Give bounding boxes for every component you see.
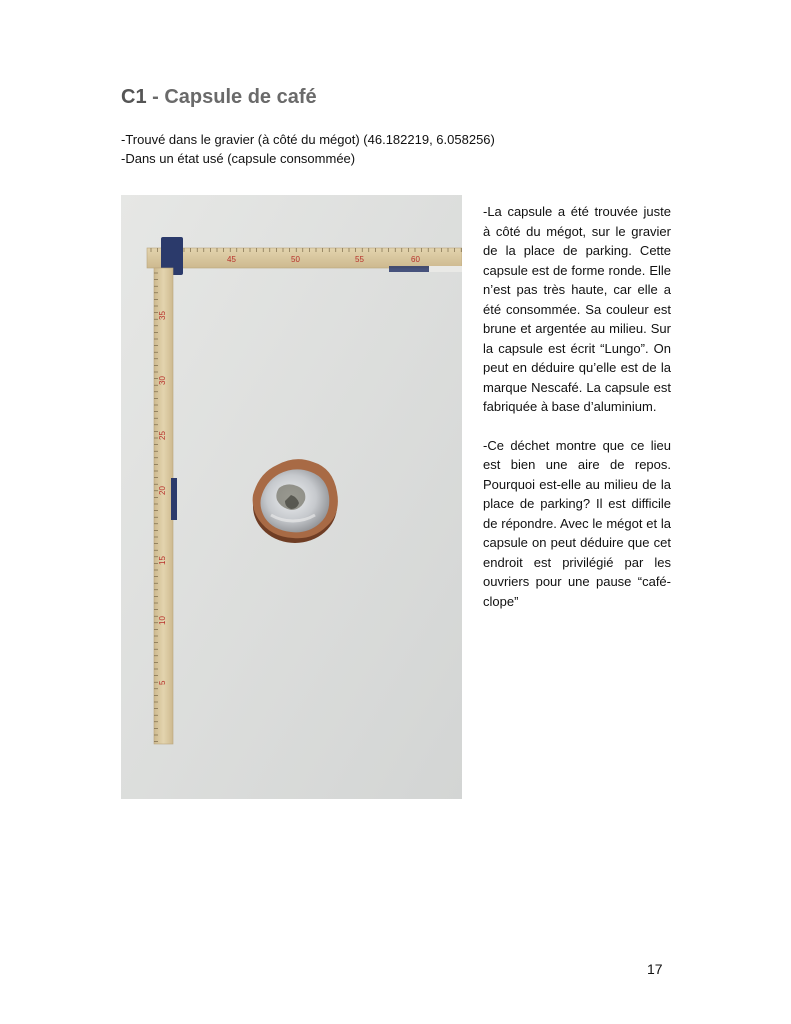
title-separator: - xyxy=(146,86,165,108)
ruler-number: 35 xyxy=(158,311,167,320)
ruler-number: 55 xyxy=(355,255,364,264)
photo-illustration xyxy=(121,195,462,799)
ruler-number: 15 xyxy=(158,556,167,565)
intro-state-line: -Dans un état usé (capsule consommée) xyxy=(121,151,356,166)
ruler-number: 20 xyxy=(158,486,167,495)
ruler-number: 10 xyxy=(158,616,167,625)
page-number: 17 xyxy=(647,961,663,977)
ruler-number: 5 xyxy=(158,680,167,685)
section-name: Capsule de café xyxy=(164,86,317,108)
ruler-number: 30 xyxy=(158,376,167,385)
page-title xyxy=(121,86,317,109)
ruler-hinge-middle xyxy=(171,478,177,520)
ruler-number: 25 xyxy=(158,431,167,440)
capsule-description xyxy=(483,202,671,630)
ruler-number: 45 xyxy=(227,255,236,264)
description-paragraph-2: -Ce déchet montre que ce lieu est bien une aire de repos. Pourquoi est-elle au milieu de la place de parking? Il est difficile de répondre. Avec le mégot et la capsule on peut déduire que cet endroit est privilégié par les ouvriers pour une pause “café-clope” xyxy=(483,437,671,609)
intro-notes xyxy=(121,130,495,168)
ruler-number: 50 xyxy=(291,255,300,264)
ruler-number: 60 xyxy=(411,255,420,264)
section-code: C1 xyxy=(121,86,147,108)
capsule-photo xyxy=(121,195,462,799)
description-paragraph-1: -La capsule a été trouvée juste à côté du mégot, sur le gravier de la place de parking. Cette capsule est de forme ronde. Elle n’est pas très haute, car elle a été consommée. Sa couleur est brune et argentée au milieu. Sur la capsule est écrit “Lungo”. On peut en déduire qu’elle est de la marque Nescafé. La capsule est fabriquée à base d’aluminium. xyxy=(483,204,671,414)
intro-location-line: -Trouvé dans le gravier (à côté du mégot) (46.182219, 6.058256) xyxy=(121,132,495,147)
